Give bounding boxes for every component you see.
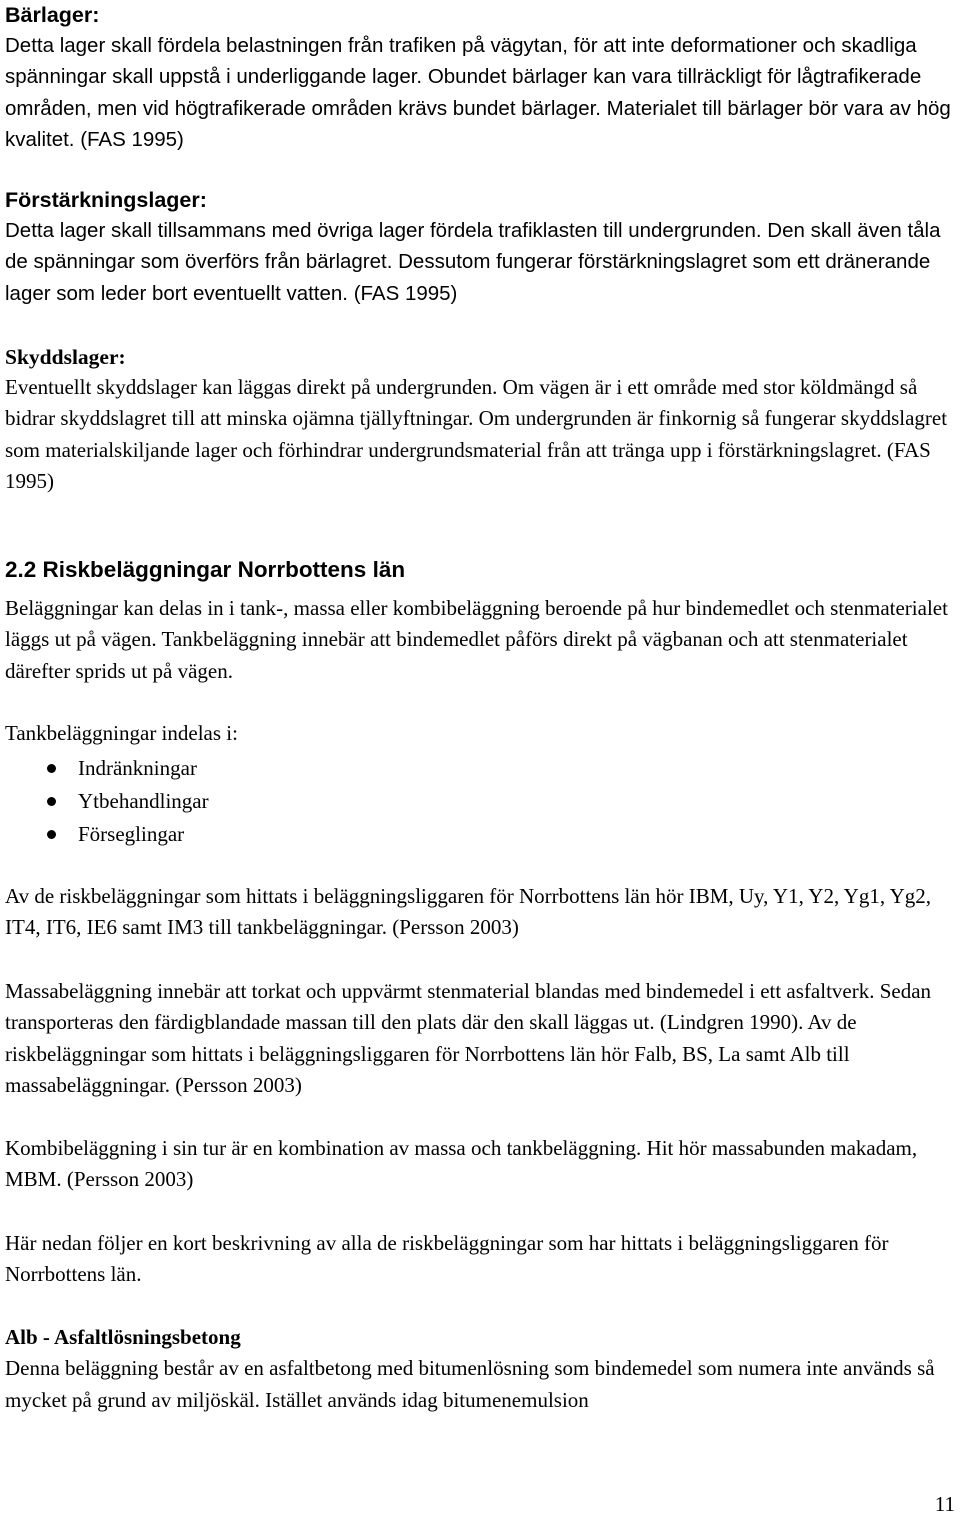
section-text: Detta lager skall fördela belastningen från trafiken på vägytan, för att inte deformationer och skadliga spänningar skall uppstå i underliggande lager. Obundet bärlager kan vara tillräckligt för lågtrafikerade områden, men vid högtrafikerade områden krävs bundet bärlager. Materialet till bärlager bör vara av hög kvalitet. (FAS 1995) bbox=[5, 34, 951, 151]
page-number: 11 bbox=[934, 1492, 955, 1516]
section-skyddslager bbox=[5, 342, 953, 497]
alb-heading: Alb - Asfaltlösningsbetong bbox=[5, 1325, 241, 1349]
section-forstarkningslager bbox=[5, 185, 953, 309]
chapter-heading: 2.2 Riskbeläggningar Norrbottens län bbox=[5, 557, 406, 582]
paragraph-description: Här nedan följer en kort beskrivning av alla de riskbeläggningar som har hittats i beläggningsliggaren för Norrbottens län. bbox=[5, 1231, 889, 1287]
alb-text: Denna beläggning består av en asfaltbetong med bitumenlösning som bindemedel som numera inte används så mycket på grund av miljöskäl. Istället används idag bitumenemulsion bbox=[5, 1356, 935, 1412]
section-text: Eventuellt skyddslager kan läggas direkt på undergrunden. Om vägen är i ett område med stor köldmängd så bidrar skyddslagret till att minska ojämna tjällyftningar. Om undergrunden är finkornig så fungerar skyddslagret som materialskiljande lager och förhindrar undergrundsmaterial från att tränga upp i förstärkningslagret. (FAS 1995) bbox=[5, 375, 948, 493]
section-text: Detta lager skall tillsammans med övriga lager fördela trafiklasten till undergrunden. Den skall även tåla de spänningar som överförs från bärlagret. Dessutom fungerar förstärkningslagret som ett dränerande lager som leder bort eventuellt vatten. (FAS 1995) bbox=[5, 219, 941, 305]
section-barlager bbox=[5, 0, 953, 155]
bullet-icon bbox=[47, 830, 56, 839]
section-alb bbox=[5, 1322, 953, 1416]
bullet-icon bbox=[47, 797, 56, 806]
tank-list-block bbox=[5, 718, 953, 850]
list-item: Indränkningar bbox=[5, 752, 953, 785]
list-item: Förseglingar bbox=[5, 818, 953, 851]
bullet-icon bbox=[47, 764, 56, 773]
tank-list bbox=[5, 752, 953, 850]
paragraph: Beläggningar kan delas in i tank-, massa eller kombibeläggning beroende på hur bindemedlet och stenmaterialet läggs ut på vägen. Tankbeläggning innebär att bindemedlet påförs direkt på vägbanan och att stenmaterialet därefter sprids ut på vägen. bbox=[5, 596, 948, 683]
section-heading: Skyddslager: bbox=[5, 345, 126, 369]
chapter-intro bbox=[5, 593, 953, 687]
section-heading: Bärlager: bbox=[5, 3, 100, 27]
paragraph-kombi: Kombibeläggning i sin tur är en kombination av massa och tankbeläggning. Hit hör massabunden makadam, MBM. (Persson 2003) bbox=[5, 1136, 918, 1192]
section-heading: Förstärkningslager: bbox=[5, 188, 207, 212]
list-item: Ytbehandlingar bbox=[5, 785, 953, 818]
paragraph-tank: Av de riskbeläggningar som hittats i beläggningsliggaren för Norrbottens län hör IBM, Uy, Y1, Y2, Yg1, Yg2, IT4, IT6, IE6 samt IM3 till tankbeläggningar. (Persson 2003) bbox=[5, 884, 931, 940]
list-intro: Tankbeläggningar indelas i: bbox=[5, 721, 238, 745]
paragraph-massa: Massabeläggning innebär att torkat och uppvärmt stenmaterial blandas med bindemedel i ett asfaltverk. Sedan transporteras den färdigblandade massan till den plats där den skall läggas ut. (Lindgren 1990). Av de riskbeläggningar som hittats i beläggningsliggaren för Norrbottens län hör Falb, BS, La samt Alb till massabeläggningar. (Persson 2003) bbox=[5, 979, 932, 1097]
